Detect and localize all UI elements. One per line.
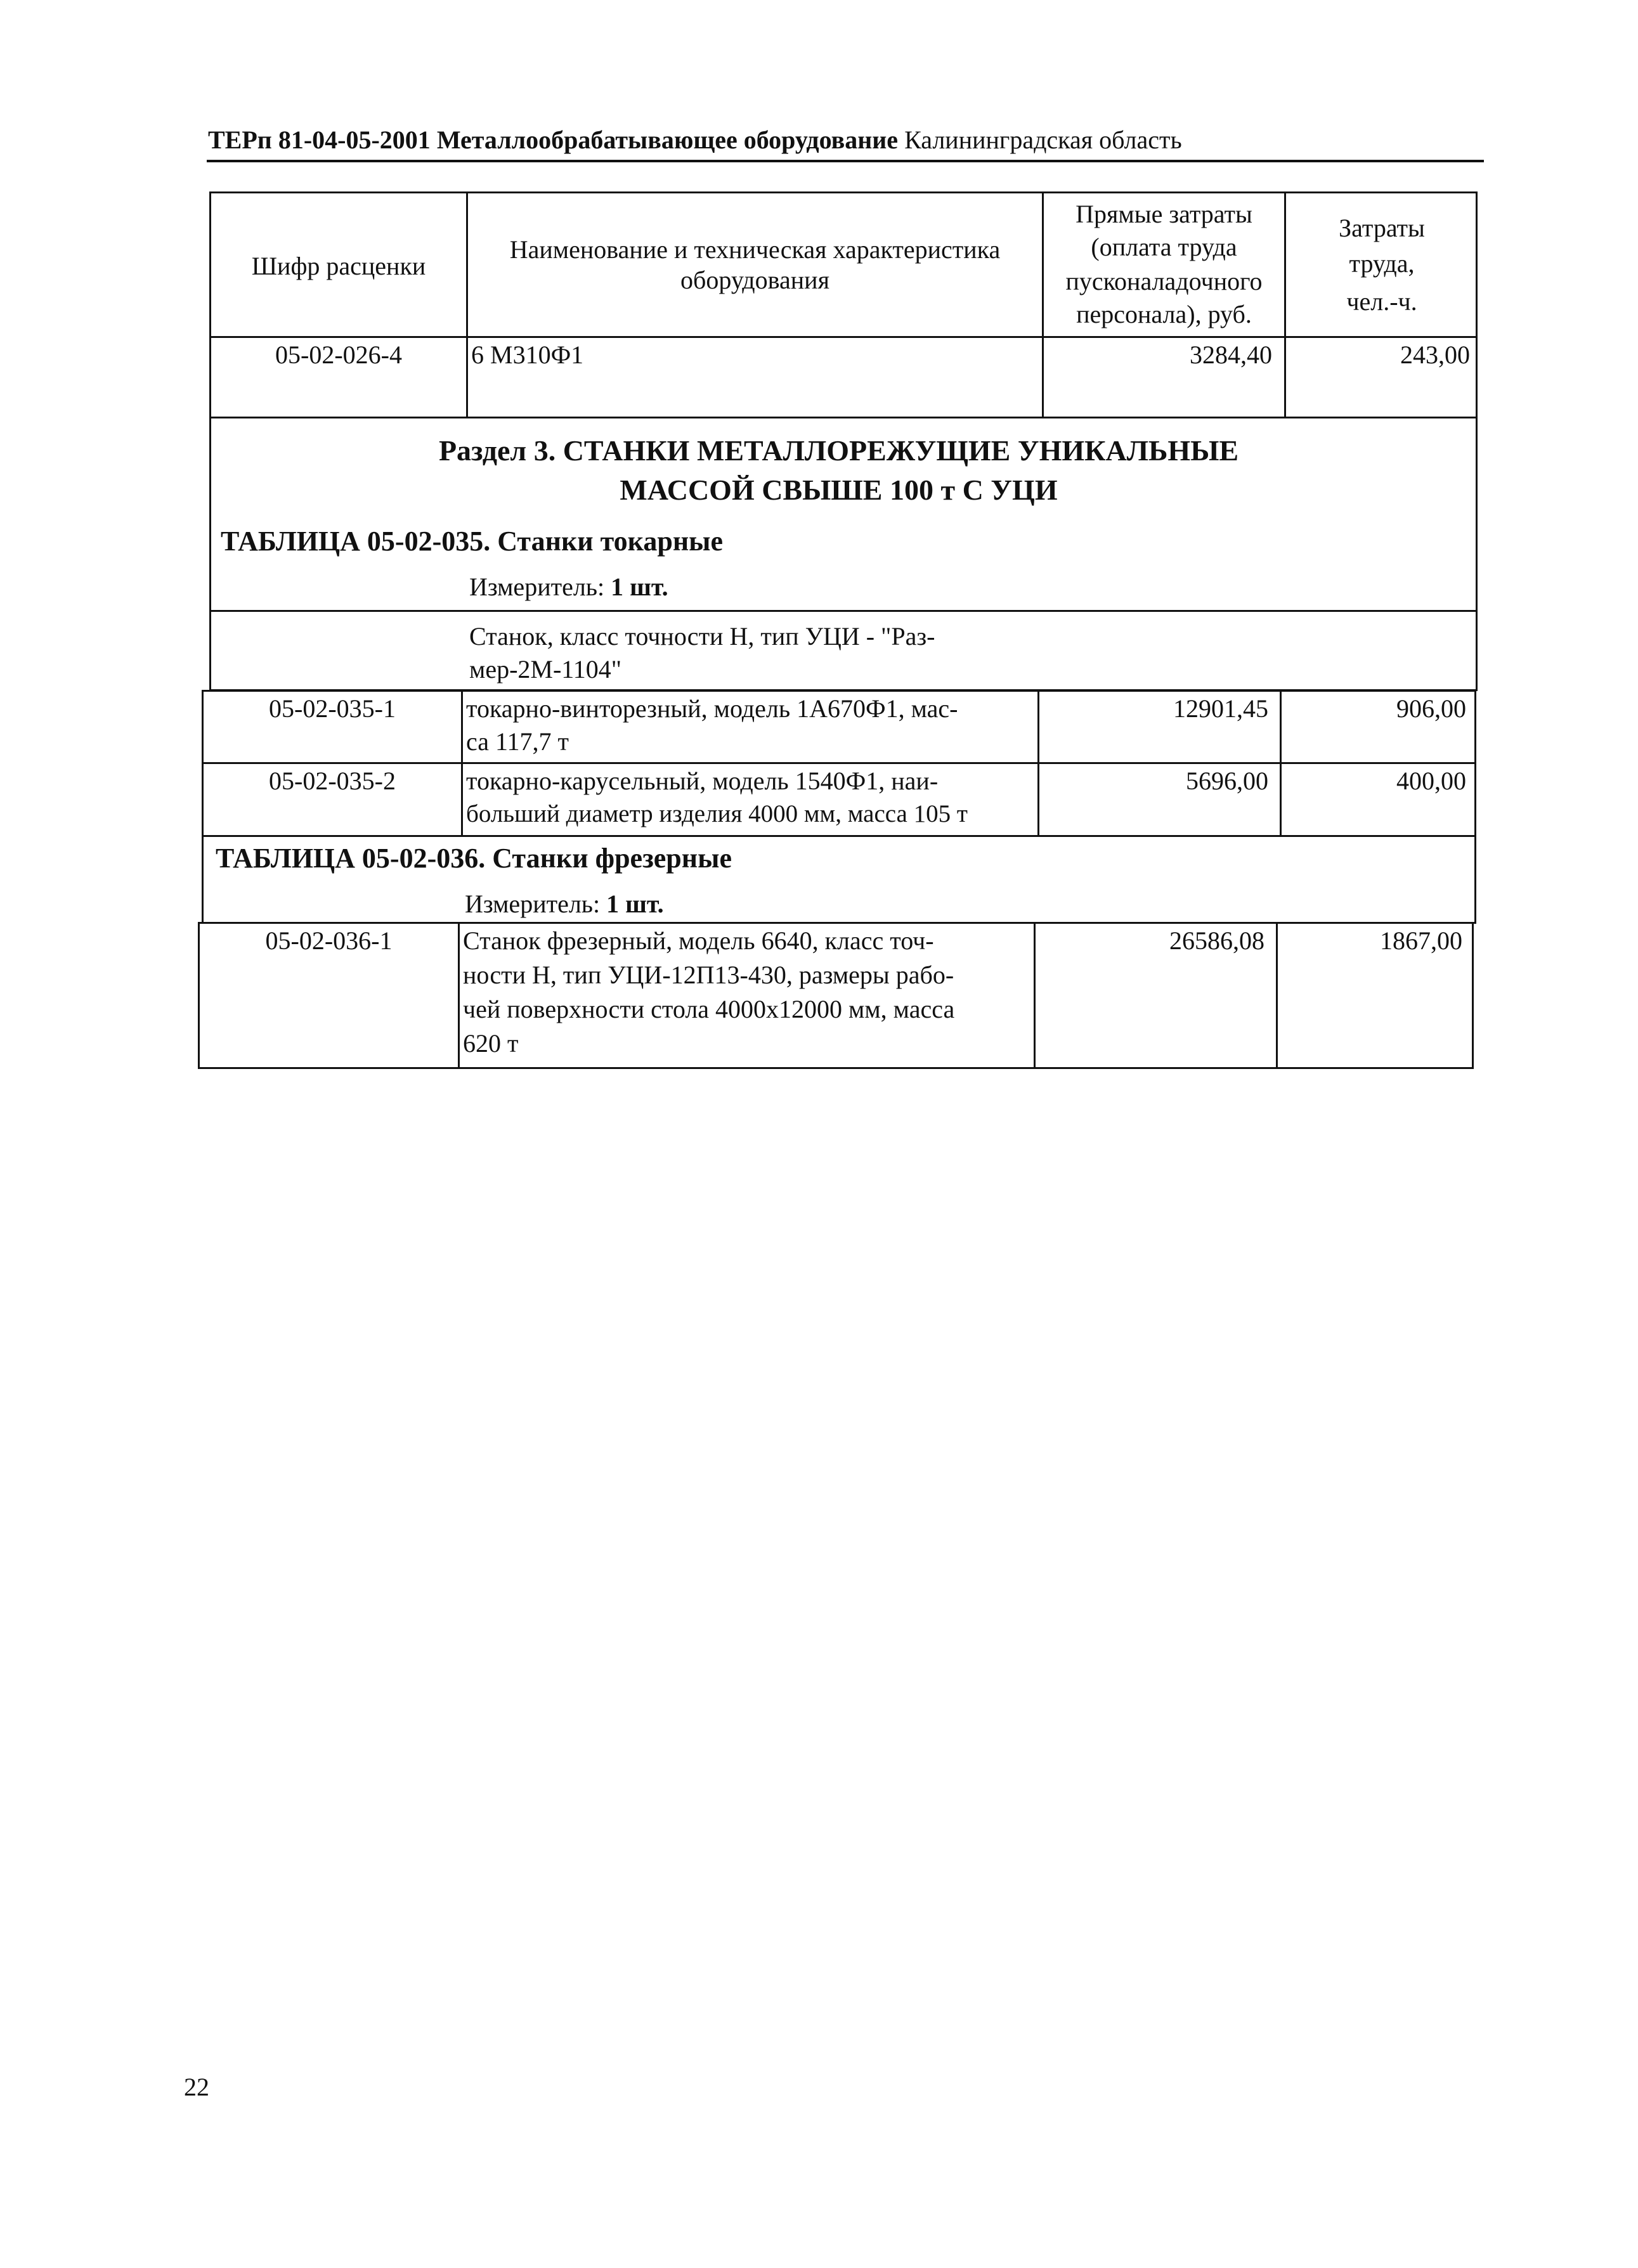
row-036-1-name-3: чей поверхности стола 4000х12000 мм, масса bbox=[463, 995, 955, 1023]
document-header bbox=[208, 124, 1483, 157]
unit-label: Измеритель: bbox=[469, 573, 605, 601]
row-035-1-labor: 906,00 bbox=[1396, 694, 1466, 723]
unit-label: Измеритель: bbox=[465, 890, 601, 918]
col-header-labor-1: Затраты bbox=[1339, 214, 1425, 242]
group-description-line2: мер-2М-1104" bbox=[469, 655, 622, 684]
col-header-cost-1: Прямые затраты bbox=[1076, 200, 1252, 228]
table-036-unit bbox=[465, 889, 664, 919]
unit-value: 1 шт. bbox=[606, 890, 664, 918]
doc-region: Калининградская область bbox=[904, 126, 1182, 154]
col-header-cost-4: персонала), руб. bbox=[1076, 300, 1252, 328]
row-026-4-labor: 243,00 bbox=[1400, 340, 1470, 369]
row-036-1-name-2: ности Н, тип УЦИ-12П13-430, размеры рабо- bbox=[463, 961, 954, 989]
group-description-line1: Станок, класс точности Н, тип УЦИ - "Раз- bbox=[469, 622, 935, 651]
t036-col1-line bbox=[458, 922, 460, 1069]
section-title-line2: МАССОЙ СВЫШЕ 100 т С УЦИ bbox=[620, 474, 1058, 506]
row-036-1-name-4: 620 т bbox=[463, 1029, 519, 1058]
row-026-4-name: 6 М310Ф1 bbox=[471, 340, 584, 369]
row-036-1-name-1: Станок фрезерный, модель 6640, класс точ- bbox=[463, 926, 934, 955]
row-026-4-code: 05-02-026-4 bbox=[275, 340, 402, 369]
section-box-divider bbox=[209, 610, 1478, 612]
doc-title: Металлообрабатывающее оборудование bbox=[436, 126, 899, 154]
row-036-1-labor: 1867,00 bbox=[1380, 926, 1462, 955]
t036-col3-line bbox=[1276, 922, 1278, 1069]
table-035-unit bbox=[469, 572, 668, 602]
header-rule bbox=[207, 160, 1484, 162]
row-035-1-cost: 12901,45 bbox=[1173, 694, 1268, 723]
row-035-1-code: 05-02-035-1 bbox=[269, 694, 396, 723]
row-035-1-name-1: токарно-винторезный, модель 1А670Ф1, мас- bbox=[466, 694, 958, 723]
col-header-labor-3: чел.-ч. bbox=[1346, 287, 1417, 316]
row-036-1-code: 05-02-036-1 bbox=[265, 926, 393, 955]
row-035-2-cost: 5696,00 bbox=[1186, 767, 1268, 795]
t035-row-divider bbox=[202, 762, 1476, 764]
table-036-title: ТАБЛИЦА 05-02-036. Станки фрезерные bbox=[216, 843, 732, 874]
col-header-cost-3: пусконаладочного bbox=[1065, 267, 1263, 295]
row-035-2-labor: 400,00 bbox=[1396, 767, 1466, 795]
row-035-2-code: 05-02-035-2 bbox=[269, 767, 396, 795]
col-header-labor-2: труда, bbox=[1349, 249, 1415, 278]
col-header-cost-2: (оплата труда bbox=[1091, 233, 1237, 261]
top-table-col1-line bbox=[466, 191, 468, 418]
section-title-line1: Раздел 3. СТАНКИ МЕТАЛЛОРЕЖУЩИЕ УНИКАЛЬНЫЕ bbox=[438, 434, 1239, 467]
col-header-code: Шифр расценки bbox=[251, 252, 426, 280]
row-035-2-name-1: токарно-карусельный, модель 1540Ф1, наи- bbox=[466, 767, 939, 795]
col-header-name-1: Наименование и техническая характеристика bbox=[509, 235, 1001, 264]
col-header-name-2: оборудования bbox=[680, 266, 829, 294]
doc-code: ТЕРп 81-04-05-2001 bbox=[208, 126, 431, 154]
row-035-1-name-2: са 117,7 т bbox=[466, 727, 569, 756]
table-035-title: ТАБЛИЦА 05-02-035. Станки токарные bbox=[221, 526, 724, 557]
row-036-1-cost: 26586,08 bbox=[1169, 926, 1264, 955]
row-026-4-cost: 3284,40 bbox=[1190, 340, 1272, 369]
t036-col2-line bbox=[1034, 922, 1036, 1069]
unit-value: 1 шт. bbox=[611, 573, 668, 601]
page-number: 22 bbox=[184, 2073, 209, 2101]
row-035-2-name-2: больший диаметр изделия 4000 мм, масса 105 т bbox=[466, 800, 968, 827]
top-table-header-line bbox=[209, 336, 1478, 338]
